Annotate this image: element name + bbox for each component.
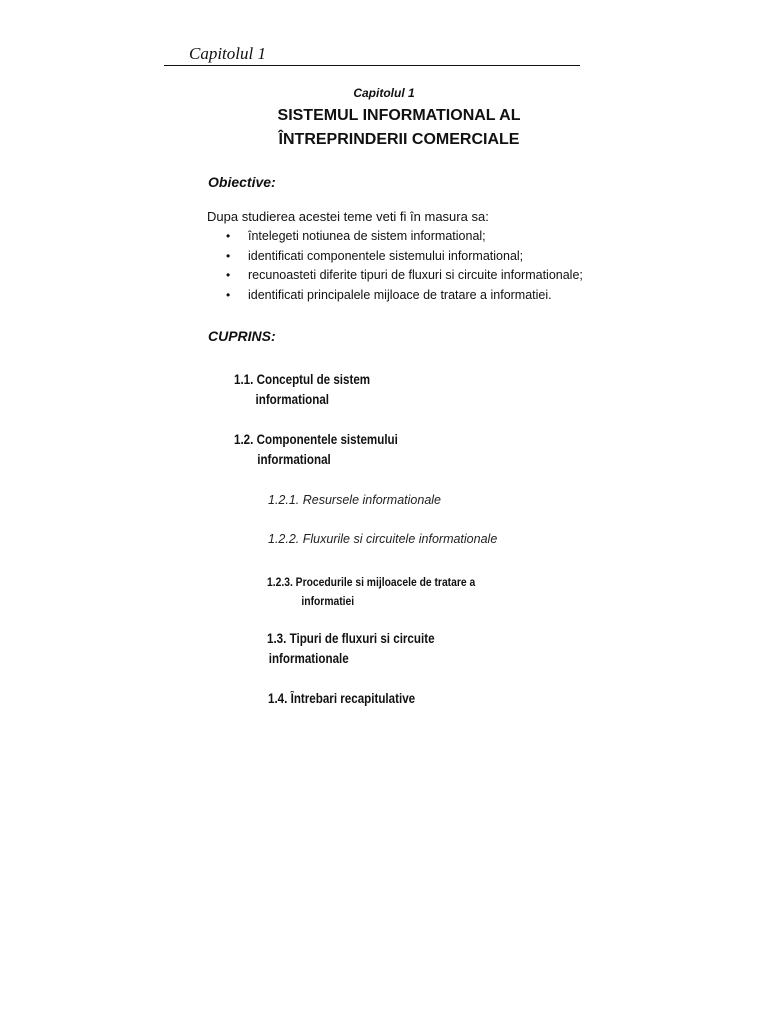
objectives-intro: Dupa studierea acestei teme veti fi în masura sa: xyxy=(207,209,489,224)
toc-entry-line: informational xyxy=(257,452,331,467)
chapter-title-line-2: ÎNTREPRINDERII COMERCIALE xyxy=(278,131,520,148)
toc-entry-line: informationale xyxy=(268,651,349,666)
toc-entry-line: informational xyxy=(255,392,330,407)
header-rule xyxy=(164,65,580,66)
toc-entry-1-3 xyxy=(267,629,435,669)
toc-entry-1-2 xyxy=(234,430,398,470)
toc-entry-1-4: 1.4. Întrebari recapitulative xyxy=(268,691,416,706)
toc-entry-line: informatiei xyxy=(301,594,355,608)
bullet-icon: • xyxy=(226,229,231,243)
toc-entry-line: 1.2. Componentele sistemului xyxy=(234,432,398,447)
toc-entry-1-2-1: 1.2.1. Resursele informationale xyxy=(268,493,442,507)
toc-entry-line: 1.3. Tipuri de fluxuri si circuite xyxy=(267,631,435,646)
bullet-icon: • xyxy=(226,287,231,302)
toc-entry-1-2-2: 1.2.2. Fluxurile si circuitele informationale xyxy=(268,532,498,546)
objective-text: identificati principalele mijloace de tratare a informatiei. xyxy=(248,287,552,302)
bullet-icon: • xyxy=(226,248,231,263)
objective-text: recunoasteti diferite tipuri de fluxuri si circuite informationale; xyxy=(248,268,583,282)
list-item xyxy=(226,227,583,247)
objectives-list xyxy=(226,227,583,305)
list-item xyxy=(226,247,583,267)
objective-text: identificati componentele sistemului informational; xyxy=(248,248,524,263)
toc-entry-line: 1.1. Conceptul de sistem xyxy=(234,372,371,387)
chapter-label: Capitolul 1 xyxy=(353,86,415,100)
chapter-title-line-1: SISTEMUL INFORMATIONAL AL xyxy=(277,107,521,124)
contents-heading: CUPRINS: xyxy=(208,328,276,344)
list-item xyxy=(226,266,583,286)
list-item xyxy=(226,286,583,306)
toc-entry-1-2-3 xyxy=(267,573,475,611)
toc-entry-1-1 xyxy=(234,370,370,410)
objective-text: întelegeti notiunea de sistem informational; xyxy=(248,229,486,243)
bullet-icon: • xyxy=(226,268,231,282)
toc-entry-line: 1.2.3. Procedurile si mijloacele de tratare a xyxy=(267,575,476,589)
chapter-title xyxy=(0,104,768,152)
running-head: Capitolul 1 xyxy=(189,44,266,63)
objectives-heading: Obiective: xyxy=(208,174,276,190)
